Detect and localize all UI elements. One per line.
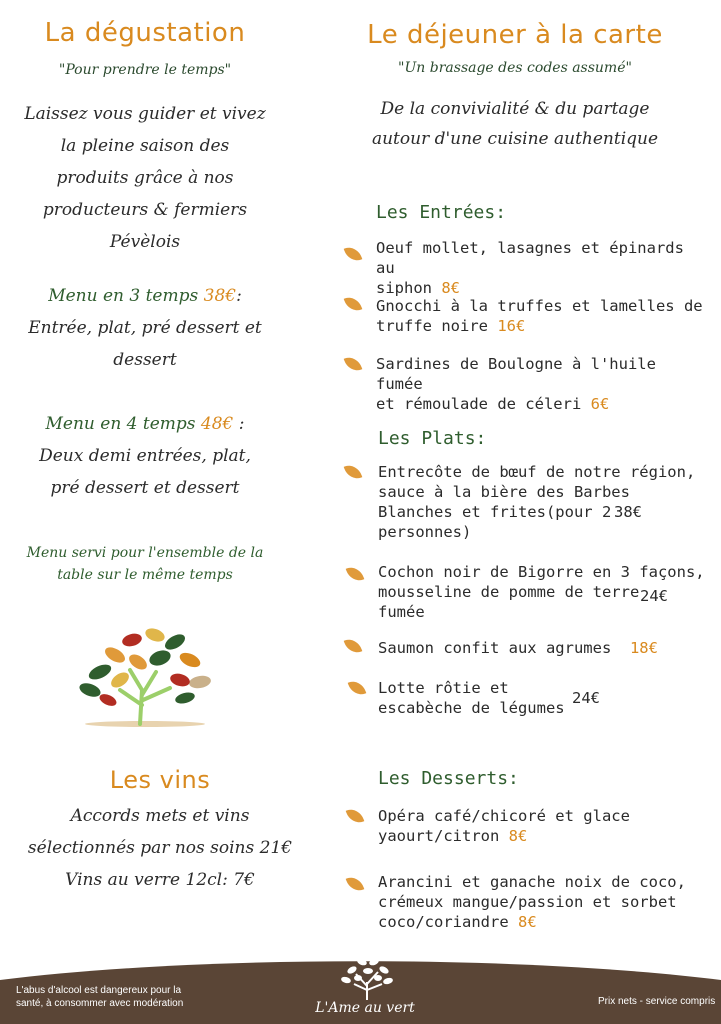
wines-line: sélectionnés par nos soins 21€ — [27, 838, 293, 858]
carte-intro-line: De la convivialité & du partage — [380, 99, 650, 119]
dish-line: Arancini et ganache noix de coco, — [378, 873, 686, 891]
carte-intro-line: autour d'une cuisine authentique — [371, 129, 659, 149]
dish-line: coco/coriandre — [378, 913, 509, 931]
menu-note — [0, 542, 290, 586]
alcohol-warning — [16, 984, 183, 1010]
dish-price: 38€ — [614, 503, 642, 521]
dish-line: Opéra café/chicoré et glace — [378, 807, 630, 825]
degustation-subtitle: "Pour prendre le temps" — [58, 62, 232, 78]
carte-intro — [330, 94, 700, 154]
plat-item — [346, 638, 706, 658]
entrees-heading: Les Entrées: — [376, 202, 507, 223]
brand-tree-icon — [332, 954, 402, 1002]
leaf-bullet-icon — [344, 354, 363, 374]
dish-line: mousseline de pomme de terre — [378, 583, 640, 601]
dish-line: crémeux mangue/passion et sorbet — [378, 893, 677, 911]
carte-subtitle: "Un brassage des codes assumé" — [398, 60, 632, 76]
leaf-bullet-icon — [346, 874, 365, 894]
dish-line: Gnocchi à la truffes et lamelles de — [376, 297, 703, 315]
leaf-bullet-icon — [344, 294, 363, 314]
menu-4-colon: : — [233, 414, 245, 434]
entree-item — [346, 296, 706, 336]
intro-line: la pleine saison des — [60, 136, 230, 156]
dish-price: 8€ — [508, 827, 528, 845]
menu-3-colon: : — [236, 286, 242, 306]
leaf-bullet-icon — [344, 462, 363, 482]
dish-line: Entrecôte de bœuf de notre région, — [378, 463, 696, 481]
dish-line: Cochon noir de Bigorre en 3 façons, — [378, 563, 705, 581]
dish-price: 8€ — [441, 279, 461, 297]
dish-line: Saumon confit aux agrumes — [378, 639, 612, 657]
dish-line: Blanches et frites(pour 2 — [378, 503, 612, 521]
dessert-item — [346, 806, 706, 846]
dish-line: personnes) — [378, 523, 472, 541]
menu-4-price: 48€ — [200, 414, 234, 434]
dish-price: 16€ — [497, 317, 526, 335]
plats-heading: Les Plats: — [378, 428, 487, 449]
dish-price: 6€ — [590, 395, 610, 413]
intro-line: Pévèlois — [109, 232, 181, 252]
plat-item — [346, 678, 706, 718]
menu-3-price: 38€ — [203, 286, 237, 306]
carte-title: Le déjeuner à la carte — [367, 20, 663, 50]
dish-line: Sardines de Boulogne à l'huile fumée — [376, 355, 656, 393]
dish-line: et rémoulade de céleri — [376, 395, 582, 413]
prices-note: Prix nets - service compris — [598, 996, 716, 1007]
intro-line: Laissez vous guider et vivez — [24, 104, 266, 124]
dish-line: Lotte rôtie et — [378, 679, 509, 697]
dish-price: 24€ — [572, 689, 600, 707]
dish-line: sauce à la bière des Barbes — [378, 483, 630, 501]
plat-item — [346, 562, 706, 622]
wines-title: Les vins — [109, 766, 211, 794]
intro-line: produits grâce à nos — [56, 168, 234, 188]
menu-4-label: Menu en 4 temps — [45, 414, 196, 434]
warning-line: santé, à consommer avec modération — [16, 998, 184, 1009]
dish-line: Oeuf mollet, lasagnes et épinards au — [376, 239, 684, 277]
note-line: table sur le même temps — [57, 567, 233, 583]
dish-line: escabèche de légumes — [378, 699, 565, 717]
menu-3-label: Menu en 3 temps — [48, 286, 199, 306]
wines-line: Vins au verre 12cl: 7€ — [65, 870, 255, 890]
menu-4-block — [0, 408, 290, 504]
leaf-bullet-icon — [346, 806, 365, 826]
dish-price: 8€ — [518, 913, 537, 931]
wines-block — [0, 800, 320, 896]
menu-4-heading — [0, 408, 290, 440]
desserts-heading: Les Desserts: — [378, 768, 519, 789]
entree-item — [346, 238, 706, 298]
menu-3-heading — [0, 280, 290, 312]
plat-item — [346, 462, 706, 542]
degustation-title: La dégustation — [44, 18, 246, 48]
intro-line: producteurs & fermiers — [42, 200, 248, 220]
entree-item — [346, 354, 706, 414]
note-line: Menu servi pour l'ensemble de la — [26, 545, 264, 561]
degustation-intro — [0, 98, 290, 258]
menu-3-block — [0, 280, 290, 376]
leaf-bullet-icon — [344, 244, 363, 264]
dessert-item — [346, 872, 706, 932]
menu-3-line: dessert — [113, 350, 177, 370]
dish-line: yaourt/citron — [378, 827, 500, 845]
tree-illustration — [60, 620, 230, 735]
dish-line: truffe noire — [376, 317, 488, 335]
dish-price: 24€ — [640, 587, 668, 605]
leaf-bullet-icon — [346, 564, 365, 584]
dish-price: 18€ — [629, 639, 658, 657]
menu-3-line: Entrée, plat, pré dessert et — [28, 318, 262, 338]
menu-4-line: pré dessert et dessert — [50, 478, 240, 498]
dish-line: siphon — [376, 279, 432, 297]
leaf-bullet-icon — [344, 636, 363, 656]
dish-line: fumée — [378, 603, 425, 621]
leaf-bullet-icon — [348, 678, 367, 698]
menu-4-line: Deux demi entrées, plat, — [39, 446, 251, 466]
wines-line: Accords mets et vins — [70, 806, 250, 826]
brand-name: L'Ame au vert — [315, 1000, 415, 1016]
warning-line: L'abus d'alcool est dangereux pour la — [16, 985, 182, 996]
